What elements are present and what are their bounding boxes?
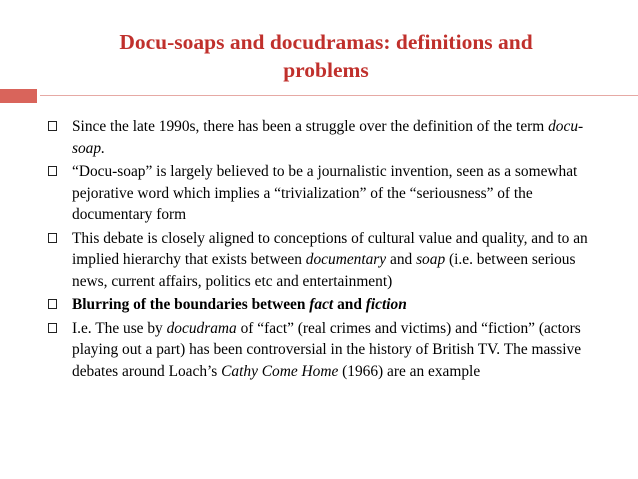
bullet-item-docu-soap-definition (42, 116, 602, 159)
slide-title-line-2: problems (283, 58, 369, 82)
bullet-emphasis: Cathy Come Home (221, 362, 339, 380)
square-bullet-icon (48, 121, 57, 131)
bullet-list (42, 116, 602, 384)
bullet-text: (1966) are an example (338, 362, 481, 380)
bullet-emphasis: docu-soap. (72, 118, 584, 157)
bullet-emphasis: fact (309, 296, 334, 313)
bullet-text: This debate is closely aligned to conceptions of cultural value and quality, and to an implied hierarchy that exists between (72, 229, 588, 268)
bullet-item-docudrama-controversy (42, 318, 602, 383)
title-divider-line (40, 95, 638, 96)
bullet-item-cultural-value (42, 228, 602, 293)
bullet-item-blurring-boundaries (42, 294, 602, 316)
bullet-emphasis: docudrama (166, 319, 237, 337)
square-bullet-icon (48, 233, 57, 243)
square-bullet-icon (48, 299, 57, 309)
bullet-emphasis: fiction (365, 296, 407, 313)
bullet-text: Since the late 1990s, there has been a struggle over the definition of the term (72, 118, 549, 135)
slide-title-line-1: Docu-soaps and docudramas: definitions and (119, 30, 533, 54)
bullet-text: Blurring of the boundaries between (72, 296, 310, 313)
bullet-text: and (386, 251, 417, 268)
bullet-item-journalistic-invention (42, 161, 602, 226)
bullet-emphasis: soap (416, 251, 446, 268)
bullet-text: (i.e. between serious news, current affairs, politics etc and entertainment) (72, 251, 576, 290)
bullet-text: and (333, 296, 366, 313)
bullet-emphasis: documentary (305, 251, 387, 268)
square-bullet-icon (48, 166, 57, 176)
slide-title (66, 28, 586, 84)
square-bullet-icon (48, 323, 57, 333)
title-accent-bar (0, 89, 37, 103)
bullet-text: “Docu-soap” is largely believed to be a journalistic invention, seen as a somewhat pejorative word which implies a “trivialization” of the “seriousness” of the documentary form (72, 163, 578, 223)
bullet-text: of “fact” (real crimes and victims) and “fiction” (actors playing out a part) has been controversial in the history of British TV. The massive debates around Loach’s (72, 319, 582, 380)
bullet-text: I.e. The use by (72, 319, 167, 337)
